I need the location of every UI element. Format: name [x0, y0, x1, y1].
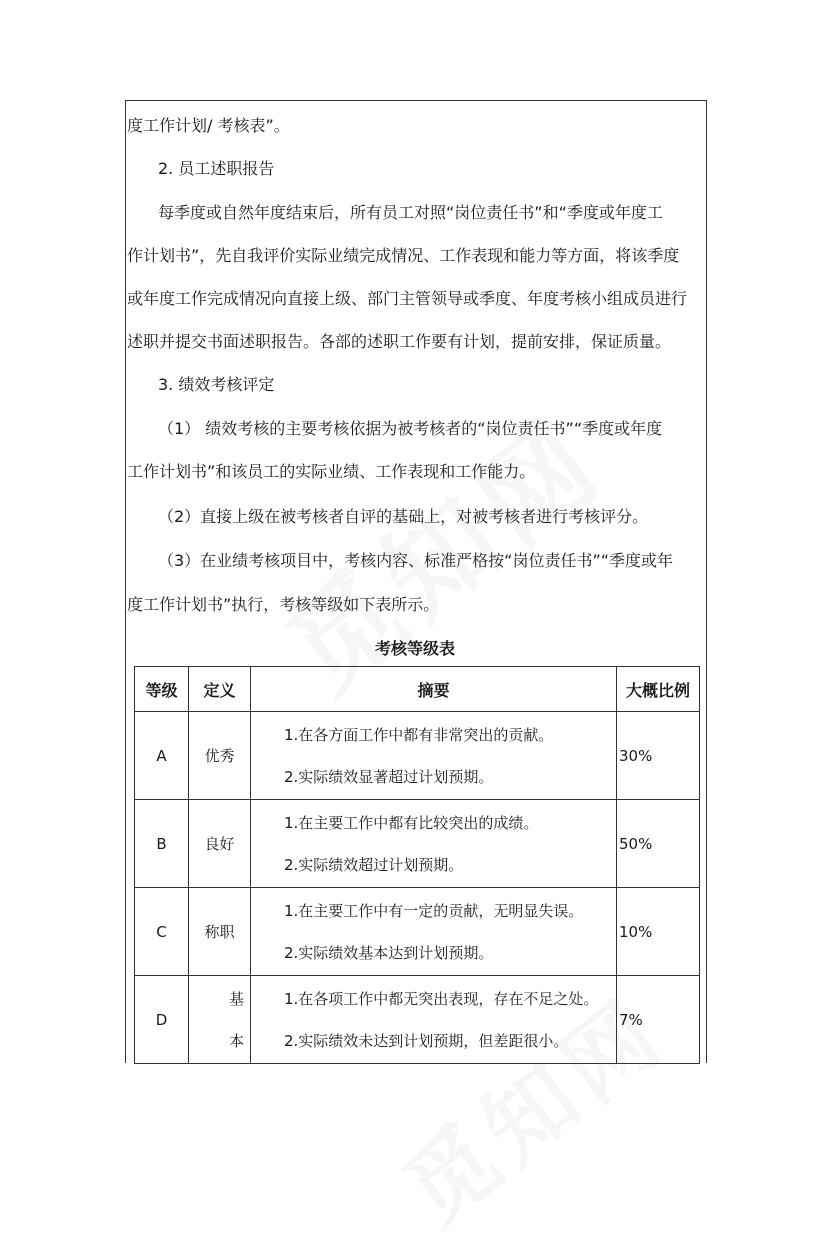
header-definition: 定义	[189, 667, 251, 712]
grade-cell: D	[135, 976, 189, 1064]
grade-cell: A	[135, 712, 189, 800]
table-row	[135, 976, 700, 1064]
summary-line: 1.在主要工作中有一定的贡献，无明显失误。	[284, 901, 584, 920]
summary-line: 2.实际绩效显著超过计划预期。	[284, 767, 494, 786]
paragraph-line: 工作计划书”和该员工的实际业绩、工作表现和工作能力。	[127, 462, 536, 481]
summary-cell	[251, 712, 617, 800]
summary-line: 2.实际绩效超过计划预期。	[284, 855, 464, 874]
paragraph-line: 作计划书”，先自我评价实际业绩完成情况、工作表现和能力等方面，将该季度	[127, 246, 680, 265]
paragraph-line: 述职并提交书面述职报告。各部的述职工作要有计划，提前安排，保证质量。	[127, 332, 672, 351]
paragraph-line: （3）在业绩考核项目中，考核内容、标准严格按“岗位责任书”“季度或年	[158, 551, 674, 570]
grade-cell: B	[135, 800, 189, 888]
table-row	[135, 712, 700, 800]
header-grade: 等级	[135, 667, 189, 712]
ratio-cell: 30%	[617, 712, 700, 800]
grade-table	[134, 666, 700, 1064]
definition-cell: 良好	[189, 800, 251, 888]
ratio-cell: 50%	[617, 800, 700, 888]
paragraph-line: 度工作计划书”执行，考核等级如下表所示。	[127, 595, 440, 614]
section-heading-3: 3. 绩效考核评定	[158, 375, 275, 394]
summary-line: 2.实际绩效基本达到计划预期。	[284, 943, 494, 962]
summary-line: 1.在各项工作中都无突出表现，存在不足之处。	[284, 989, 599, 1008]
grade-cell: C	[135, 888, 189, 976]
table-caption: 考核等级表	[374, 639, 455, 658]
summary-line: 2.实际绩效未达到计划预期，但差距很小。	[284, 1031, 569, 1050]
ratio-cell: 10%	[617, 888, 700, 976]
table-row	[135, 888, 700, 976]
table-header-row	[135, 667, 700, 712]
section-heading-2: 2. 员工述职报告	[158, 159, 275, 178]
definition-cell: 优秀	[189, 712, 251, 800]
summary-cell	[251, 976, 617, 1064]
definition-cell	[189, 976, 251, 1064]
ratio-cell: 7%	[617, 976, 700, 1064]
definition-part: 本	[228, 1032, 244, 1050]
paragraph-line: 或年度工作完成情况向直接上级、部门主管领导或季度、年度考核小组成员进行	[127, 289, 688, 308]
summary-cell	[251, 800, 617, 888]
header-summary: 摘要	[251, 667, 617, 712]
summary-line: 1.在各方面工作中都有非常突出的贡献。	[284, 725, 554, 744]
paragraph-line: （2）直接上级在被考核者自评的基础上，对被考核者进行考核评分。	[158, 507, 649, 526]
paragraph-line: 度工作计划/ 考核表”。	[127, 116, 290, 135]
table-row	[135, 800, 700, 888]
summary-line: 1.在主要工作中都有比较突出的成绩。	[284, 813, 539, 832]
summary-cell	[251, 888, 617, 976]
paragraph-line: （1） 绩效考核的主要考核依据为被考核者的“岗位责任书”“季度或年度	[158, 419, 663, 438]
header-ratio: 大概比例	[617, 667, 700, 712]
definition-part: 基	[228, 990, 244, 1008]
definition-cell: 称职	[189, 888, 251, 976]
paragraph-line: 每季度或自然年度结束后，所有员工对照“岗位责任书”和“季度或年度工	[158, 203, 663, 222]
